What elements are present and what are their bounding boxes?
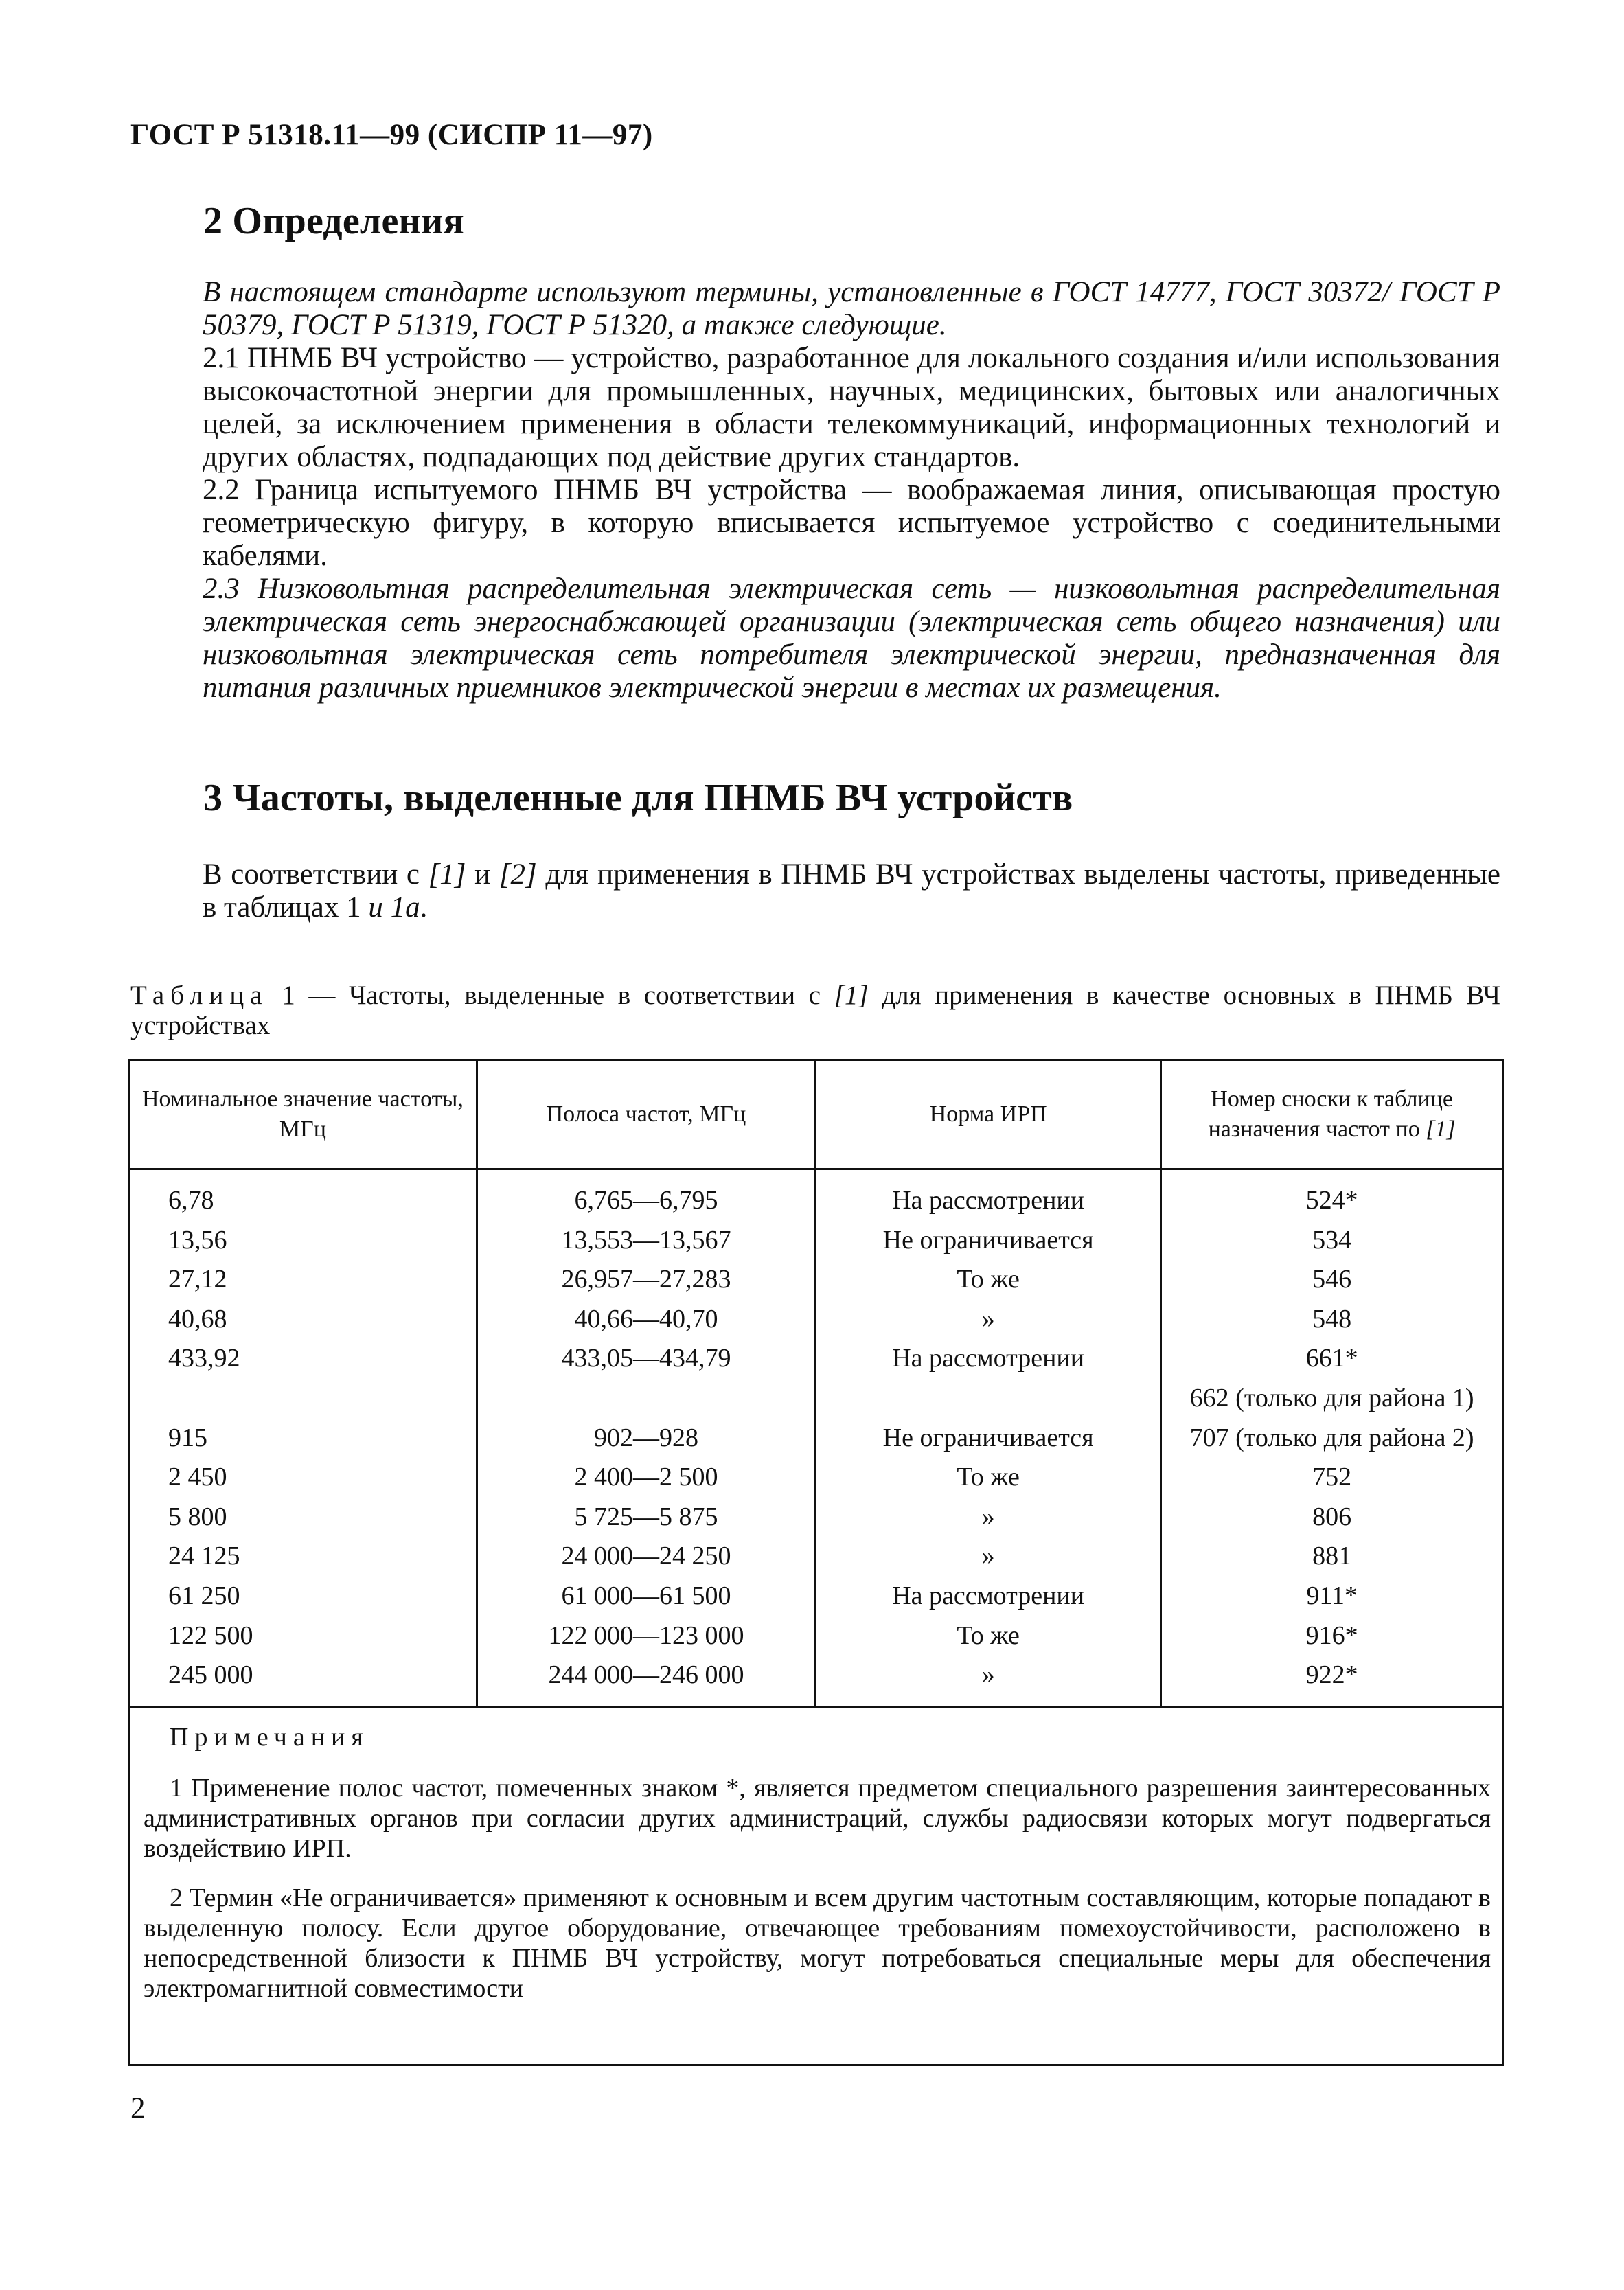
notes-title: Примечания [170, 1722, 369, 1752]
frequency-table [128, 1059, 1504, 2066]
section-3-paragraph: В соответствии с [1] и [2] для применения в ПНМБ ВЧ устройствах выделены частоты, приведенные в таблицах 1 и 1а. [203, 858, 1501, 924]
table-cell: 5 725—5 875 [574, 1502, 718, 1531]
table-cell: 122 500 [168, 1621, 253, 1650]
table-notes-row [129, 1707, 1503, 2065]
table-cell: То же [957, 1265, 1020, 1294]
table-cell: На рассмотрении [892, 1344, 1085, 1373]
table-cell: На рассмотрении [892, 1581, 1085, 1610]
table-cell: 661* [1305, 1344, 1358, 1373]
table-cell: 752 [1312, 1463, 1352, 1492]
header-nominal-frequency: Номинальное значение частоты, МГц [129, 1060, 477, 1169]
table-cell: 922* [1305, 1660, 1358, 1690]
definition-2-3: 2.3 Низковольтная распределительная электрическая сеть — низковольтная распределительная электрическая сеть энергоснабжающей организации (электрическая сеть общего назначения) или низковольтная электрическая сеть потребителя электрической энергии, предназначенная для питания различных приемников электрической энергии в местах их размещения. [203, 573, 1500, 704]
table-cell: Не ограничивается [882, 1423, 1094, 1452]
emission-norm-column [816, 1169, 1161, 1708]
header-frequency-band: Полоса частот, МГц [477, 1060, 815, 1169]
page-number: 2 [130, 2092, 146, 2125]
table-cell: 902—928 [593, 1423, 698, 1452]
table-cell: » [981, 1304, 995, 1333]
table-cell: 881 [1312, 1542, 1352, 1571]
footnote-number-column [1161, 1169, 1503, 1708]
table-cell: 61 000—61 500 [561, 1581, 731, 1610]
header-footnote-number: Номер сноски к таблице назначения частот по [1] [1161, 1060, 1503, 1169]
table-cell: 806 [1312, 1502, 1352, 1531]
table-cell: 707 (только для района 2) [1189, 1423, 1474, 1452]
definition-2-1: 2.1 ПНМБ ВЧ устройство — устройство, разработанное для локального создания и/или использования высокочастотной энергии для промышленных, научных, медицинских, бытовых или аналогичных целей, за исключением применения в области телекоммуникаций, информационных технологий и других областях, подпадающих под действие других стандартов. [203, 342, 1500, 473]
table-cell: 433,05—434,79 [561, 1344, 731, 1373]
table-cell: 546 [1312, 1265, 1352, 1294]
table-cell: Не ограничивается [882, 1225, 1094, 1255]
nominal-frequency-column [129, 1169, 477, 1708]
table-cell: 24 000—24 250 [561, 1542, 731, 1571]
table-body-row [129, 1169, 1503, 1708]
table-cell: 61 250 [168, 1581, 240, 1610]
table-cell: 244 000—246 000 [548, 1660, 744, 1690]
table-cell: 26,957—27,283 [561, 1265, 731, 1294]
table-cell: 40,68 [168, 1304, 227, 1333]
table-cell: 245 000 [168, 1660, 253, 1690]
table-cell [478, 1379, 814, 1419]
definition-2-2: 2.2 Граница испытуемого ПНМБ ВЧ устройства — воображаемая линия, описывающая простую геометрическую фигуру, в которую вписывается испытуемое устройство с соединительными кабелями. [203, 474, 1500, 572]
table-cell [816, 1379, 1160, 1419]
note-2: 2 Термин «Не ограничивается» применяют к основным и всем другим частотным составляющим, которые попадают в выделенную полосу. Если другое оборудование, отвечающее требованиям помехоустойчивости, расположено в непосредственной близости к ПНМБ ВЧ устройству, могут потребоваться специальные меры для обеспечения электромагнитной совместимости [144, 1883, 1491, 2003]
document-header: ГОСТ Р 51318.11—99 (СИСПР 11—97) [130, 119, 653, 151]
table-cell: 6,765—6,795 [574, 1186, 718, 1215]
table-notes [129, 1707, 1503, 2065]
table-cell: То же [957, 1463, 1020, 1492]
note-1: 1 Применение полос частот, помеченных знаком *, является предметом специального разрешения заинтересованных административных органов при согласии других администраций, службы радиосвязи которых могут подвергаться воздействию ИРП. [144, 1773, 1491, 1863]
reference-2: [2] [499, 858, 537, 891]
table-cell: То же [957, 1621, 1020, 1650]
reference-1: [1] [428, 858, 466, 891]
table-header-row [129, 1060, 1503, 1169]
table-cell: На рассмотрении [892, 1186, 1085, 1215]
table-cell: 534 [1312, 1225, 1352, 1255]
table-cell: 5 800 [168, 1502, 227, 1531]
section-3-title: 3 Частоты, выделенные для ПНМБ ВЧ устройств [203, 777, 1073, 819]
table-cell: 2 400—2 500 [574, 1463, 718, 1492]
table-cell: 2 450 [168, 1463, 227, 1492]
table-cell: 662 (только для района 1) [1189, 1383, 1474, 1412]
section-2-title: 2 Определения [203, 200, 464, 242]
table-cell: 24 125 [168, 1542, 240, 1571]
table-cell: 6,78 [168, 1186, 214, 1215]
table-cell: 40,66—40,70 [574, 1304, 718, 1333]
table-cell: 13,553—13,567 [561, 1225, 731, 1255]
table-cell: 548 [1312, 1304, 1352, 1333]
table-cell: 13,56 [168, 1225, 227, 1255]
table-cell: 27,12 [168, 1265, 227, 1294]
table-cell: 122 000—123 000 [548, 1621, 744, 1650]
frequency-band-column [477, 1169, 815, 1708]
table-cell: 433,92 [168, 1344, 240, 1373]
table-cell: » [981, 1660, 995, 1690]
table-cell [130, 1379, 476, 1419]
table-cell: » [981, 1502, 995, 1531]
table-caption: Таблица 1 — Частоты, выделенные в соответствии с [1] для применения в качестве основных в ПНМБ ВЧ устройствах [130, 981, 1500, 1040]
table-cell: 916* [1305, 1621, 1358, 1650]
table-cell: 911* [1306, 1581, 1358, 1610]
table-cell: 524* [1305, 1186, 1358, 1215]
section-2-intro: В настоящем стандарте используют термины, установленные в ГОСТ 14777, ГОСТ 30372/ ГОСТ Р 50379, ГОСТ Р 51319, ГОСТ Р 51320, а также следующие. [203, 276, 1500, 341]
header-emission-norm: Норма ИРП [816, 1060, 1161, 1169]
table-cell: 915 [168, 1423, 207, 1452]
table-cell: » [981, 1542, 995, 1571]
